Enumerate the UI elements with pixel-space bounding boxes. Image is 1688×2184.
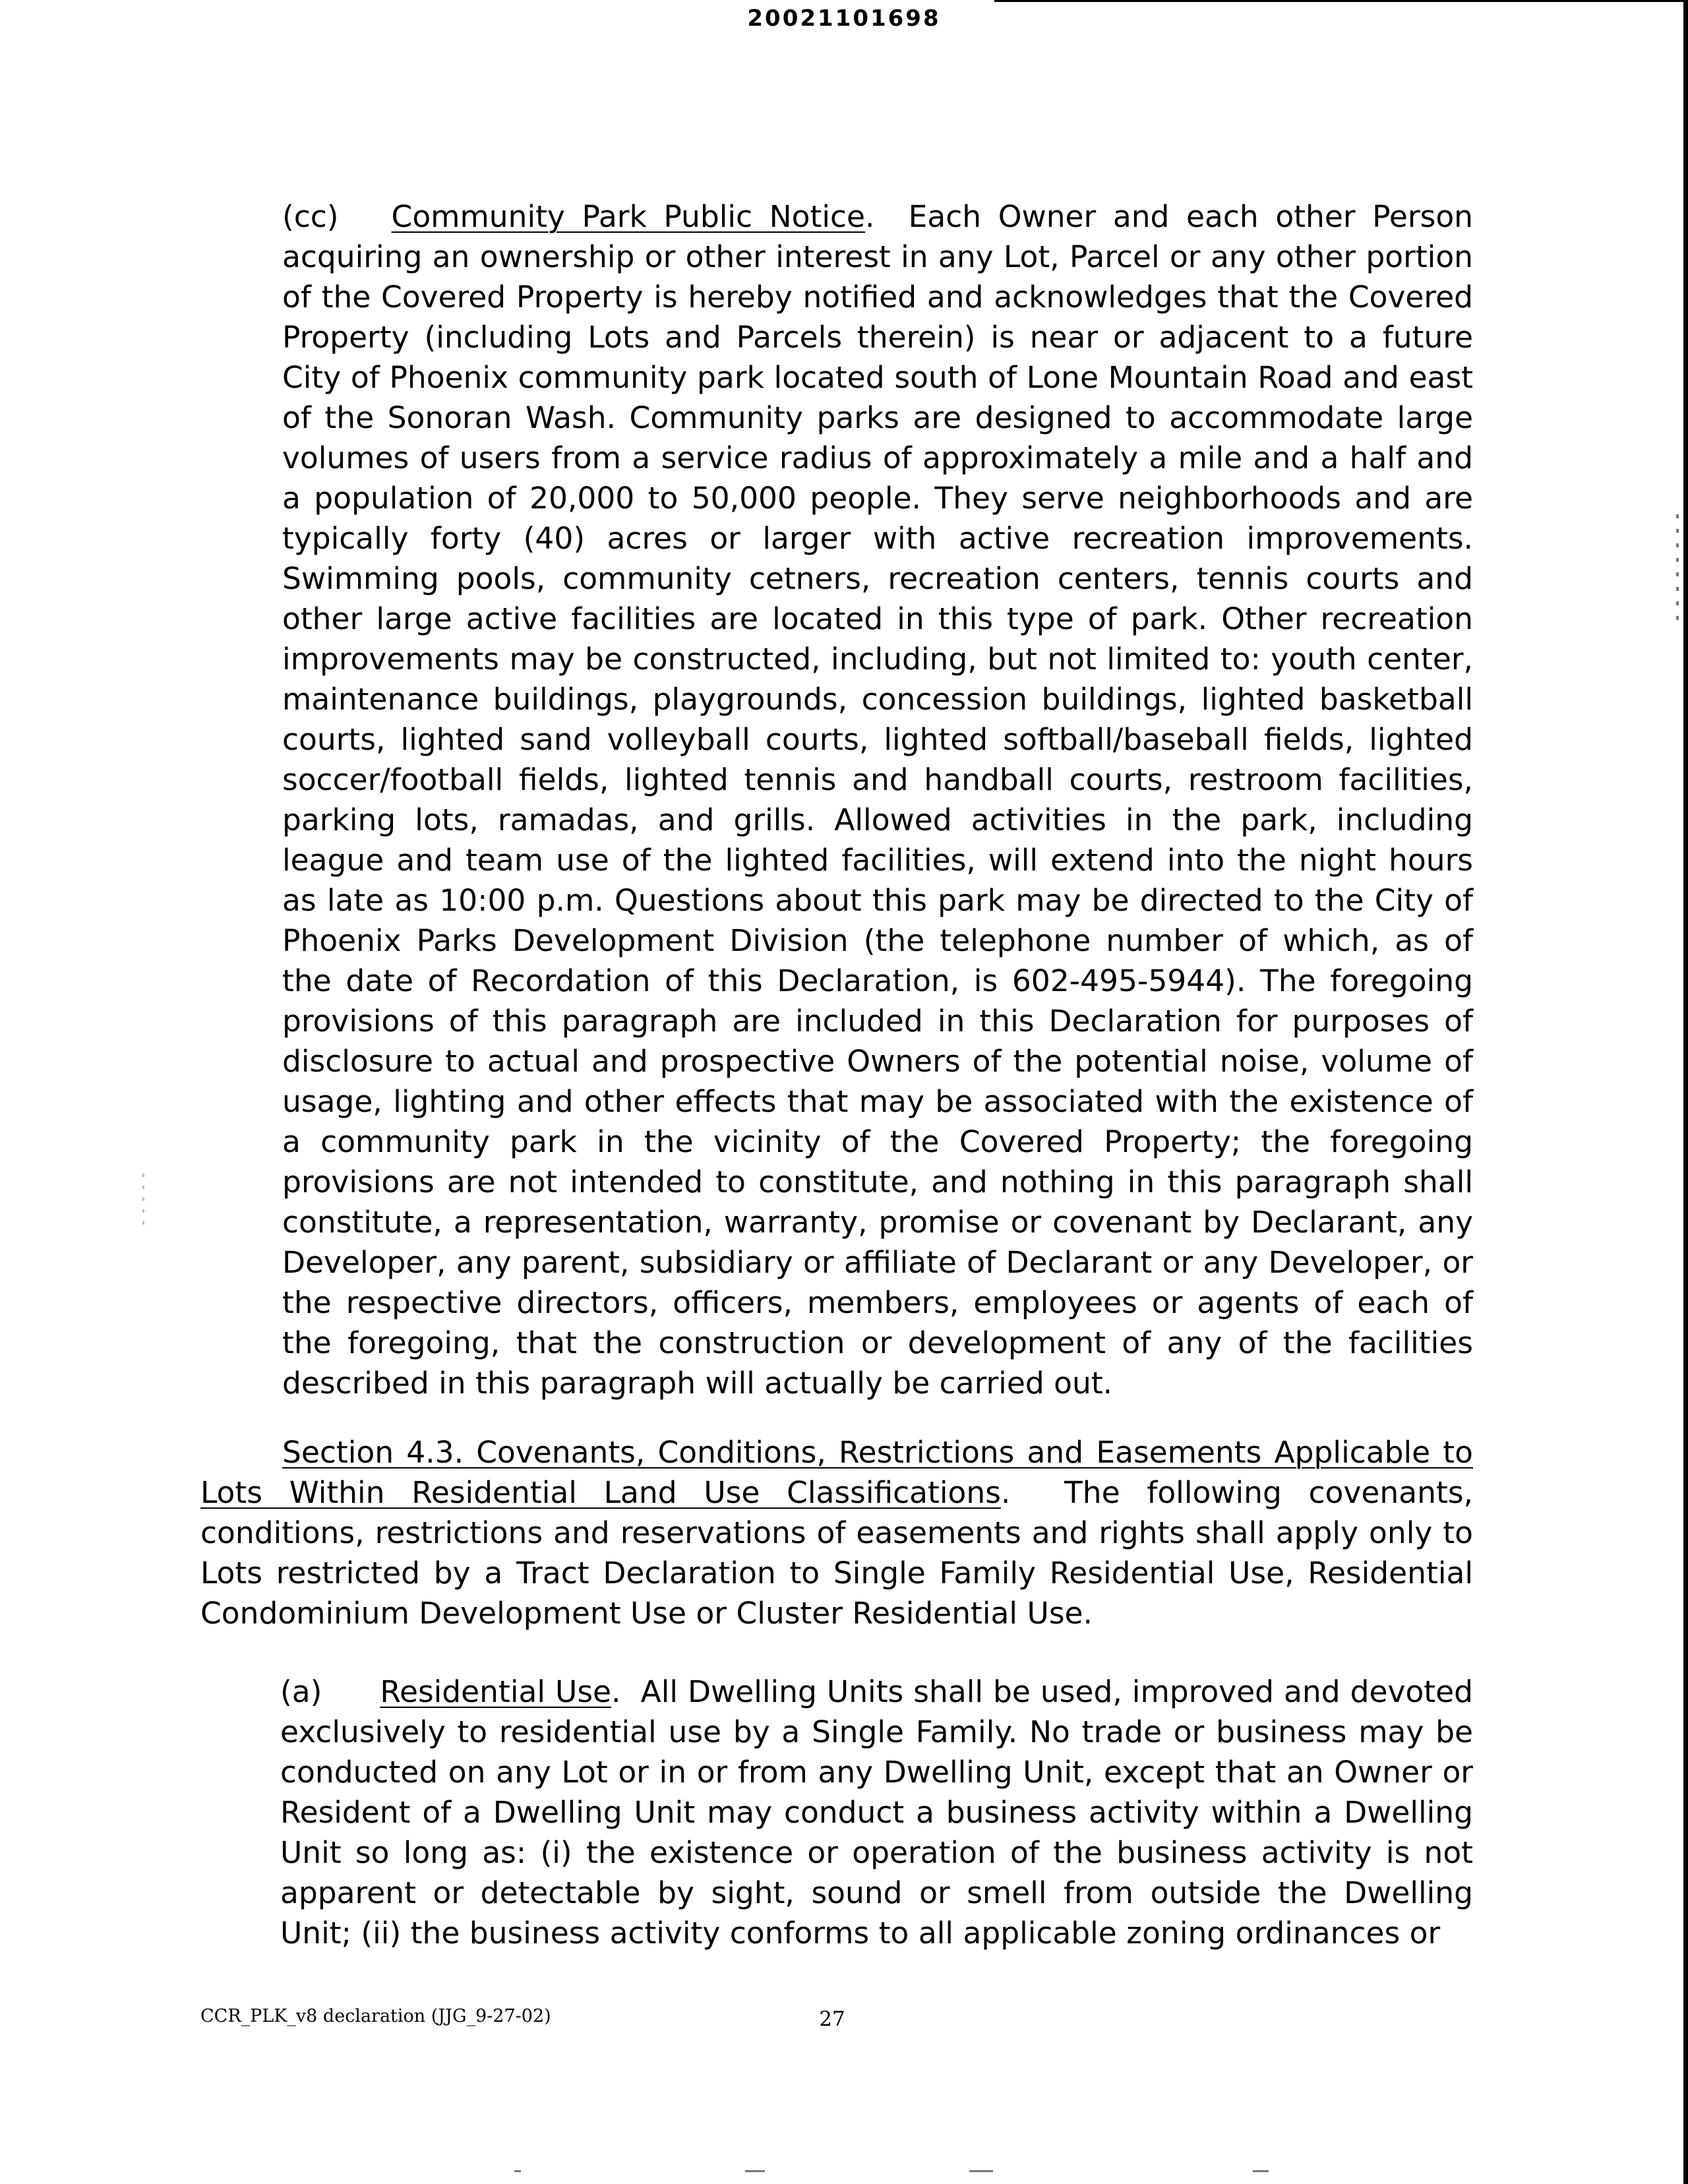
top-rule	[994, 0, 1688, 2]
scan-edge	[1683, 0, 1688, 2184]
paragraph-a	[280, 1672, 1473, 1953]
section-4-3	[200, 1432, 1473, 1633]
paragraph-cc-heading: Community Park Public Notice	[391, 199, 865, 234]
paragraph-cc	[282, 197, 1473, 1403]
paragraph-cc-heading-punct: .	[864, 199, 875, 234]
paragraph-cc-body: Each Owner and each other Person acquiring an ownership or other interest in any Lot, Parcel or any other portion of the Covered Property is hereby notified and acknowledges that the Covered Property (including Lots and Parcels therein) is near or adjacent to a future City of Phoenix community park located south of Lone Mountain Road and east of the Sonoran Wash. Community parks are designed to accommodate large volumes of users from a service radius of approximately a mile and a half and a population of 20,000 to 50,000 people. They serve neighborhoods and are typically forty (40) acres or larger with active recreation improvements. Swimming pools, community cetners, recreation centers, tennis courts and other large active facilities are located in this type of park. Other recreation improvements may be constructed, including, but not limited to: youth center, maintenance buildings, playgrounds, concession buildings, lighted basketball courts, lighted sand volleyball courts, lighted softball/baseball fields, lighted soccer/football fields, lighted tennis and handball courts, restroom facilities, parking lots, ramadas, and grills. Allowed activities in the park, including league and team use of the lighted facilities, will extend into the night hours as late as 10:00 p.m. Questions about this park may be directed to the City of Phoenix Parks Development Division (the telephone number of which, as of the date of Recordation of this Declaration, is 602-495-5944). The foregoing provisions of this paragraph are included in this Declaration for purposes of disclosure to actual and prospective Owners of the potential noise, volume of usage, lighting and other effects that may be associated with the existence of a community park in the vicinity of the Covered Property; the foregoing provisions are not intended to constitute, and nothing in this paragraph shall constitute, a representation, warranty, promise or covenant by Declarant, any Developer, any parent, subsidiary or affiliate of Declarant or any Developer, or the respective directors, officers, members, employees or agents of each of the foregoing, that the construction or development of any of the facilities described in this paragraph will actually be carried out.	[282, 199, 1474, 1401]
paragraph-a-heading: Residential Use	[380, 1674, 612, 1709]
section-4-3-heading: Section 4.3. Covenants, Conditions, Restrictions and Easements Applicable to Lots Within Residential Land Use Classifications	[200, 1435, 1473, 1510]
section-4-3-body: The following covenants, conditions, restrictions and reservations of easements and rights shall apply only to Lots restricted by a Tract Declaration to Single Family Residential Use, Residential Condominium Development Use or Cluster Residential Use.	[200, 1475, 1473, 1631]
section-4-3-heading-punct: .	[1000, 1475, 1011, 1510]
footer-file-label: CCR_PLK_v8 declaration (JJG_9-27-02)	[200, 2006, 551, 2026]
paragraph-a-body: All Dwelling Units shall be used, improved and devoted exclusively to residential use by a Single Family. No trade or business may be conducted on any Lot or in or from any Dwelling Unit, except that an Owner or Resident of a Dwelling Unit may conduct a business activity within a Dwelling Unit so long as: (i) the existence or operation of the business activity is not apparent or detectable by sight, sound or smell from outside the Dwelling Unit; (ii) the business activity conforms to all applicable zoning ordinances or	[280, 1674, 1474, 1951]
paragraph-a-marker: (a)	[280, 1674, 322, 1709]
paragraph-cc-marker: (cc)	[282, 199, 339, 234]
paragraph-a-heading-punct: .	[611, 1674, 621, 1709]
recording-number: 20021101698	[747, 5, 941, 32]
scan-marks	[1676, 514, 1679, 620]
scan-marks-left	[142, 1174, 144, 1227]
footer-page-number: 27	[819, 2007, 845, 2031]
